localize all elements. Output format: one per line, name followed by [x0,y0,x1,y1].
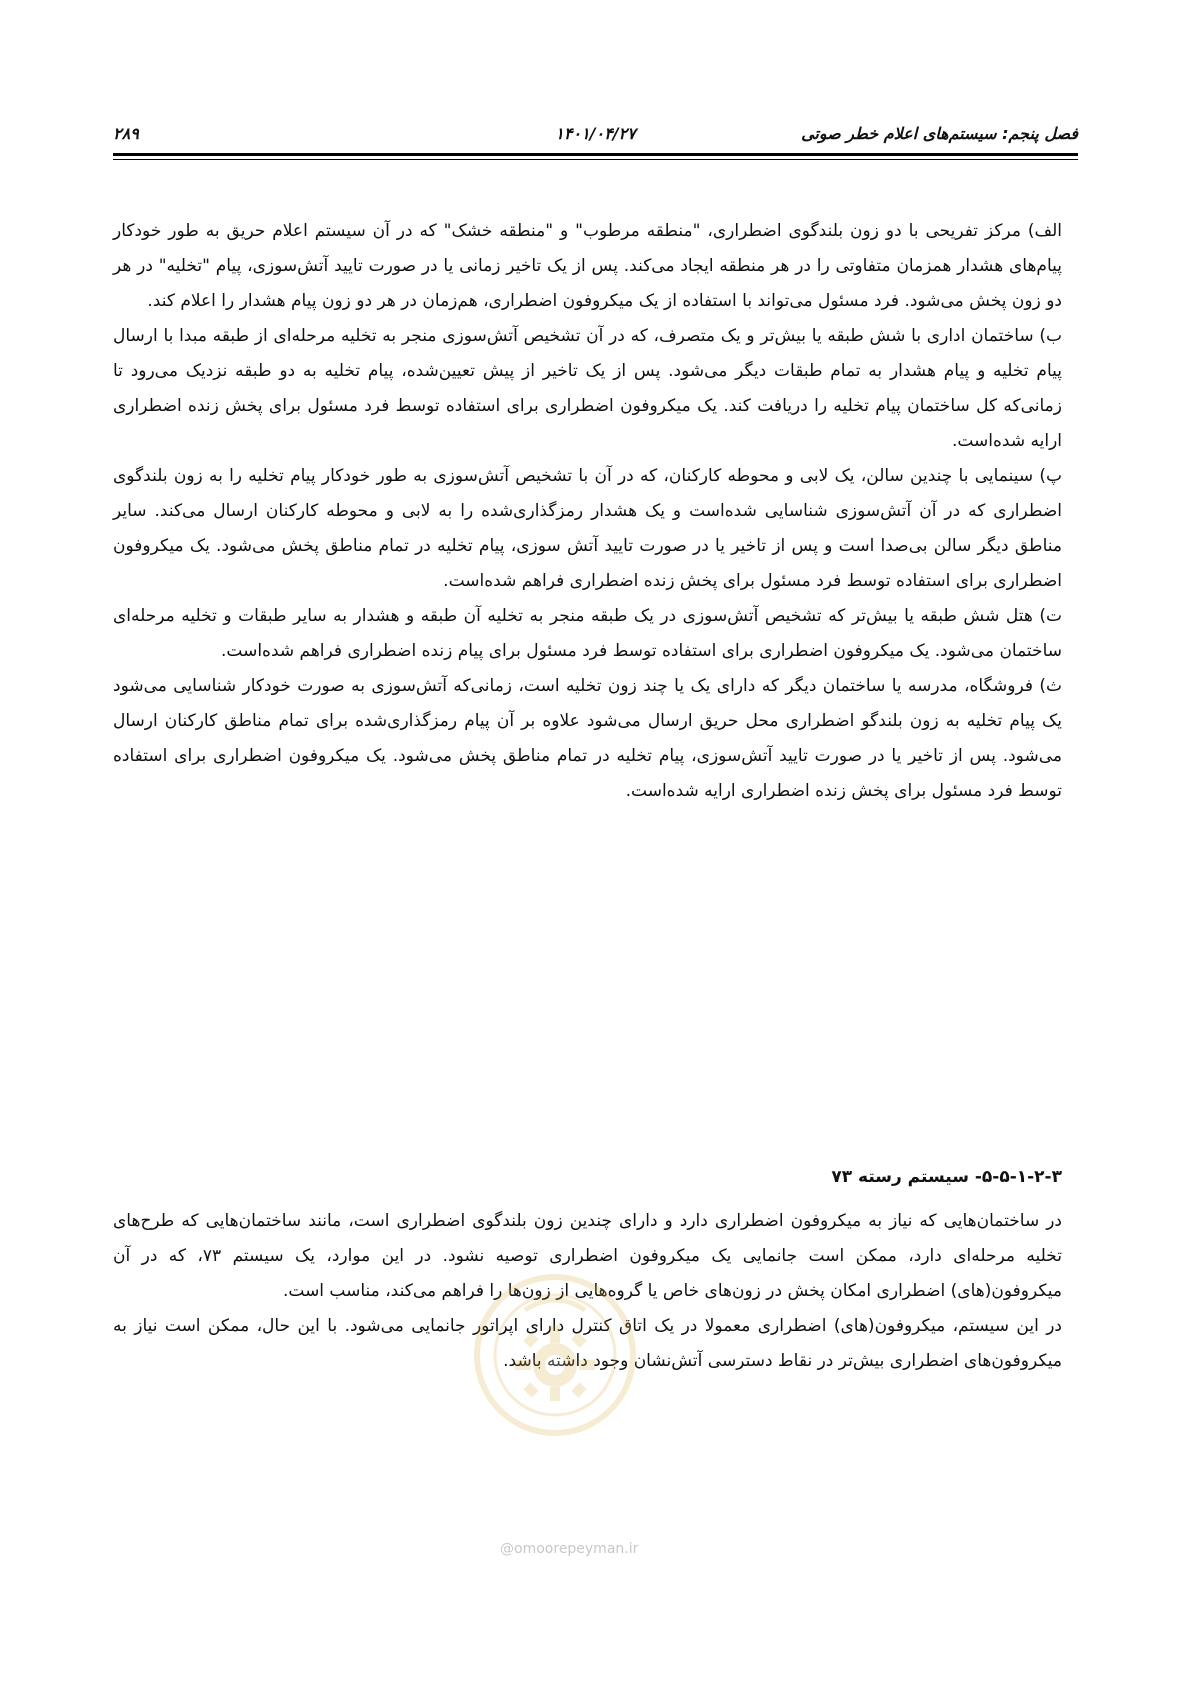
watermark-url: @omoorepeyman.ir [500,1541,639,1557]
page-header [113,116,1078,160]
header-rule-thin [113,159,1078,160]
page-number: ۲۸۹ [113,124,139,143]
paragraph-se: ث) فروشگاه، مدرسه یا ساختمان دیگر که دارای یک یا چند زون تخلیه است، زمانی‌که آتش‌سوزی به صورت خودکار شناسایی می‌شود یک پیام تخلیه به زون بلندگو اضطراری محل حریق ارسال می‌شود علاوه بر آن پیام رمزگذاری‌شده برای تمام مناطق کارکنان ارسال می‌شود. پس از تاخیر یا در صورت تایید آتش‌سوزی، پیام تخلیه در تمام مناطق پخش می‌شود. یک میکروفون اضطراری برای استفاده توسط فرد مسئول برای پخش زنده اضطراری ارایه شده‌است. [113,676,1062,801]
paragraph-pe: پ) سینمایی با چندین سالن، یک لابی و محوطه کارکنان، که در آن با تشخیص آتش‌سوزی به طور خودکار پیام تخلیه را به زون بلندگوی اضطراری که در آن آتش‌سوزی شناسایی شده‌است و یک هشدار رمزگذاری‌شده را به لابی و محوطه کارکنان ارسال می‌کند. سایر مناطق دیگر سالن بی‌صدا است و پس از تاخیر یا در صورت تایید آتش سوزی، پیام تخلیه در تمام مناطق پخش می‌شود. یک میکروفون اضطراری برای استفاده توسط فرد مسئول برای پخش زنده اضطراری فراهم شده‌است. [113,466,1062,591]
section-paragraph-1: در ساختمان‌هایی که نیاز به میکروفون اضطراری دارد و دارای چندین زون بلندگوی اضطراری است، مانند ساختمان‌هایی که طرح‌های تخلیه مرحله‌ای دارد، ممکن است جانمایی یک میکروفون اضطراری توصیه نشود. در این موارد، یک سیستم ۷۳، که در آن میکروفون(های) اضطراری امکان پخش در زون‌های خاص یا گروه‌هایی از زون‌ها را فراهم می‌کند، مناسب است. [113,1211,1062,1301]
paragraph-alef: الف) مرکز تفریحی با دو زون بلندگوی اضطراری، "منطقه مرطوب" و "منطقه خشک" که در آن سیستم اعلام حریق به طور خودکار پیام‌های هشدار همزمان متفاوتی را در هر منطقه ایجاد می‌کند. پس از یک تاخیر زمانی یا در صورت تایید آتش‌سوزی، پیام "تخلیه" در هر دو زون پخش می‌شود. فرد مسئول می‌تواند با استفاده از یک میکروفون اضطراری، هم‌زمان در هر دو زون پیام هشدار را اعلام کند. [113,221,1062,311]
paragraph-be: ب) ساختمان اداری با شش طبقه یا بیش‌تر و یک متصرف، که در آن تشخیص آتش‌سوزی منجر به تخلیه مرحله‌ای از طبقه مبدا با ارسال پیام تخلیه و پیام هشدار به تمام طبقات دیگر می‌شود. پس از یک تاخیر از پیش تعیین‌شده، پیام تخلیه به دو طبقه نزدیک می‌رود تا زمانی‌که کل ساختمان پیام تخلیه را دریافت کند. یک میکروفون اضطراری برای استفاده توسط فرد مسئول برای پخش زنده اضطراری ارایه شده‌است. [113,326,1062,451]
watermark-logo-icon [470,1270,640,1440]
paragraph-te: ت) هتل شش طبقه یا بیش‌تر که تشخیص آتش‌سوزی در یک طبقه منجر به تخلیه آن طبقه و هشدار به سایر طبقات و تخلیه مرحله‌ای ساختمان می‌شود. یک میکروفون اضطراری برای استفاده توسط فرد مسئول برای پیام زنده اضطراری فراهم شده‌است. [113,606,1062,661]
header-date: ۱۴۰۱/۰۴/۲۷ [555,124,636,143]
section-paragraph-2: در این سیستم، میکروفون(های) اضطراری معمولا در یک اتاق کنترل دارای اپراتور جانمایی می‌شود. با این حال، ممکن است نیاز به میکروفون‌های اضطراری بیش‌تر در نقاط دسترسی آتش‌نشان وجود داشته باشد. [113,1316,1062,1371]
chapter-title: فصل پنجم: سیستم‌های اعلام خطر صوتی [801,124,1078,143]
section-heading: ۵-۵-۱-۲-۳- سیستم رسته ۷۳ [831,1167,1062,1187]
header-rule-thick [113,153,1078,156]
body-text [113,214,1062,809]
